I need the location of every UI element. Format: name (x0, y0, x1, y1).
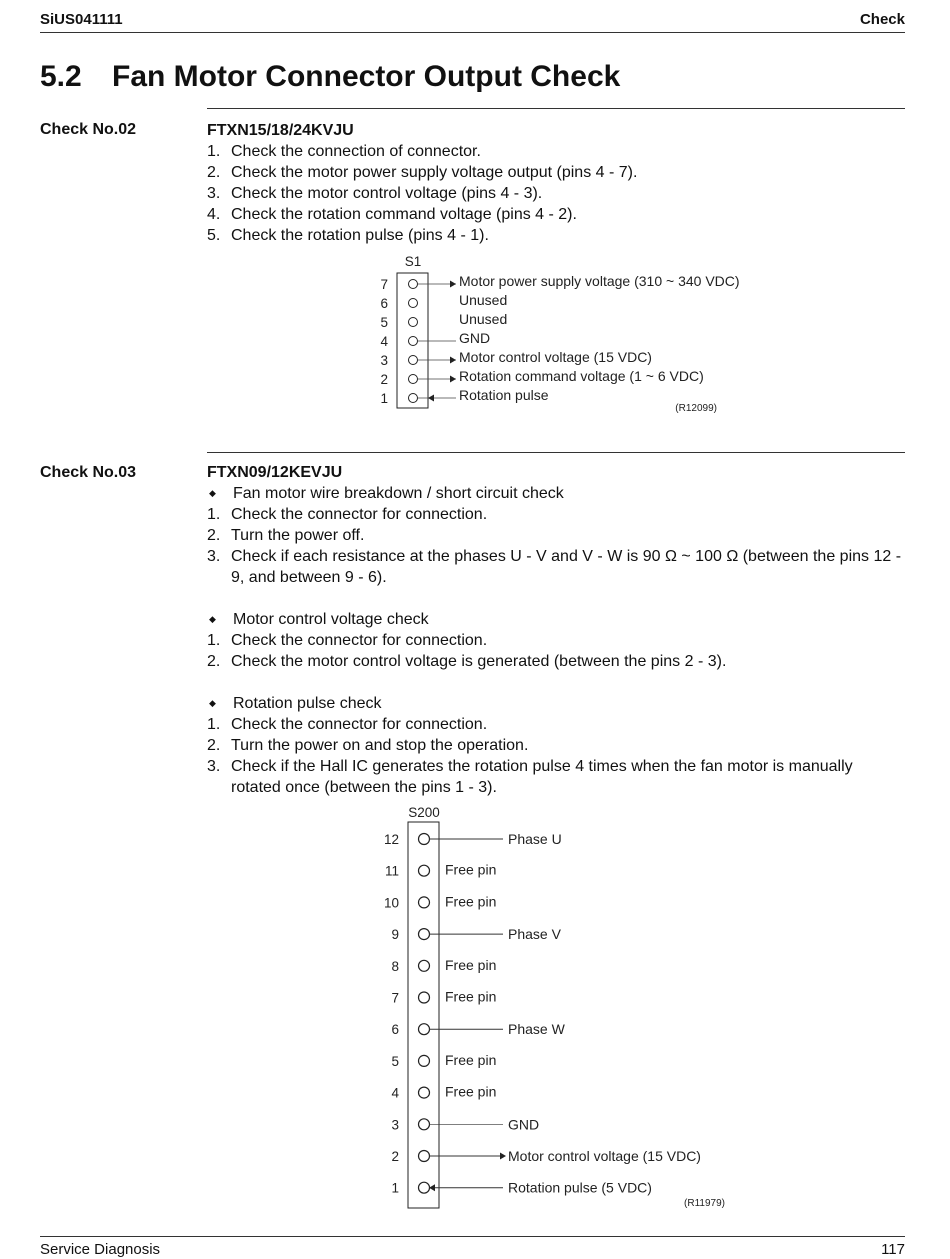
pin-number: 3 (380, 353, 388, 368)
step-text: Check the rotation pulse (pins 4 - 1). (231, 227, 489, 244)
pin-function-label: Free pin (445, 956, 497, 973)
step-text: Check if the Hall IC generates the rotation pulse 4 times when the fan motor is manually rotated once (between the pins 1 - 3). (231, 758, 853, 796)
pin-circle (419, 960, 430, 971)
s1-connector-diagram (360, 250, 760, 420)
connector-label: S200 (408, 805, 440, 820)
step-number: 1. (207, 632, 221, 649)
bullet-icon: ◆ (209, 488, 216, 498)
pin-number: 7 (380, 277, 388, 292)
check02-block (207, 120, 905, 246)
step-text: Check the connection of connector. (231, 143, 481, 160)
step-number: 1. (207, 716, 221, 733)
arrow-right-icon (450, 281, 456, 288)
step-text: Turn the power on and stop the operation. (231, 737, 529, 754)
group-heading: Fan motor wire breakdown / short circuit check (233, 485, 564, 502)
pin-function-label: Rotation pulse (459, 387, 549, 403)
step-item (207, 546, 905, 588)
pin-circle (419, 834, 430, 845)
step-text: Check the motor control voltage is generated (between the pins 2 - 3). (231, 653, 727, 670)
pin-number: 9 (391, 927, 399, 943)
pin-circle (419, 1119, 430, 1130)
pin-circle (409, 318, 418, 327)
pin-function-label: GND (508, 1116, 540, 1133)
group-heading-item (207, 609, 905, 630)
step-item (207, 141, 905, 162)
footer-rule (40, 1236, 905, 1237)
step-text: Check the connector for connection. (231, 716, 488, 733)
check03-model: FTXN09/12KEVJU (207, 464, 343, 481)
step-number: 5. (207, 227, 221, 244)
header-doc-id: SiUS041111 (40, 11, 123, 28)
step-number: 2. (207, 164, 221, 181)
pin-number: 11 (384, 863, 399, 879)
step-number: 3. (207, 548, 221, 565)
pin-number: 2 (391, 1149, 399, 1164)
pin-circle (409, 356, 418, 365)
pin-number: 5 (380, 315, 388, 330)
pin-number: 6 (380, 296, 388, 311)
pin-circle (419, 1024, 430, 1035)
step-item (207, 735, 905, 756)
pin-number: 8 (391, 958, 399, 974)
pin-number: 10 (383, 895, 399, 911)
pin-number: 1 (391, 1180, 399, 1196)
pin-function-label: Free pin (445, 988, 497, 1005)
header-rule (40, 32, 905, 33)
pin-function-label: Phase W (508, 1021, 565, 1038)
step-text: Turn the power off. (231, 527, 365, 544)
pin-circle (419, 1182, 430, 1193)
pin-number: 1 (380, 391, 388, 406)
pin-circle (409, 299, 418, 308)
pin-function-label: Rotation command voltage (1 ~ 6 VDC) (459, 368, 704, 384)
step-text: Check if each resistance at the phases U - V and V - W is 90 Ω ~ 100 Ω (between the pins 12 - 9, and between 9 - 6). (231, 548, 902, 586)
pin-circle (409, 337, 418, 346)
pin-circle (409, 375, 418, 384)
pin-function-label: Motor power supply voltage (310 ~ 340 VDC) (459, 273, 740, 289)
step-text: Check the motor control voltage (pins 4 - 3). (231, 185, 543, 202)
arrow-left-icon (428, 395, 434, 402)
group-spacer (207, 588, 905, 609)
connector-label: S1 (404, 254, 422, 269)
step-item (207, 714, 905, 735)
check03-label: Check No.03 (40, 464, 137, 481)
pin-number: 5 (391, 1053, 399, 1069)
pin-circle (419, 1055, 430, 1066)
pin-function-label: Free pin (445, 1051, 497, 1068)
group-heading: Motor control voltage check (233, 611, 429, 628)
step-item (207, 162, 905, 183)
pin-function-label: Unused (459, 311, 508, 327)
pin-circle (419, 897, 430, 908)
pin-function-label: GND (459, 330, 491, 346)
group-heading-item (207, 693, 905, 714)
arrow-right-icon (450, 376, 456, 383)
step-number: 1. (207, 143, 221, 160)
section-rule (207, 108, 905, 109)
bullet-icon: ◆ (209, 698, 216, 708)
pin-circle (409, 280, 418, 289)
arrow-right-icon (450, 357, 456, 364)
arrow-left-icon (429, 1184, 435, 1191)
step-text: Check the connector for connection. (231, 632, 488, 649)
arrow-right-icon (500, 1153, 506, 1160)
pin-number: 4 (380, 334, 388, 349)
step-text: Check the motor power supply voltage output (pins 4 - 7). (231, 164, 638, 181)
header-section: Check (859, 11, 905, 28)
pin-function-label: Unused (459, 292, 508, 308)
step-number: 2. (207, 527, 221, 544)
step-item (207, 756, 905, 798)
pin-function-label: Motor control voltage (15 VDC) (508, 1148, 701, 1164)
section-title (40, 60, 620, 94)
pin-circle (419, 865, 430, 876)
check02-label: Check No.02 (40, 121, 137, 138)
pin-function-label: Phase V (508, 926, 561, 943)
step-item (207, 651, 905, 672)
check-divider (207, 452, 905, 453)
pin-function-label: Motor control voltage (15 VDC) (459, 349, 652, 365)
step-number: 4. (207, 206, 221, 223)
pin-number: 3 (391, 1117, 399, 1133)
step-text: Check the connector for connection. (231, 506, 488, 523)
bullet-icon: ◆ (209, 614, 216, 624)
step-number: 3. (207, 185, 221, 202)
section-number: 5.2 (40, 60, 82, 93)
check03-block (207, 462, 905, 798)
group-heading: Rotation pulse check (233, 695, 382, 712)
pin-circle (409, 394, 418, 403)
step-item (207, 183, 905, 204)
pin-function-label: Phase U (508, 831, 562, 847)
group-spacer (207, 672, 905, 693)
step-number: 1. (207, 506, 221, 523)
figure-reference: (R12099) (675, 403, 717, 414)
pin-number: 12 (383, 832, 399, 847)
pin-number: 2 (380, 372, 388, 387)
step-number: 2. (207, 653, 221, 670)
step-item (207, 204, 905, 225)
step-item (207, 630, 905, 651)
pin-circle (419, 1087, 430, 1098)
pin-function-label: Rotation pulse (5 VDC) (508, 1179, 652, 1196)
step-number: 2. (207, 737, 221, 754)
pin-function-label: Free pin (445, 1083, 497, 1100)
step-item (207, 504, 905, 525)
page-number: 117 (881, 1241, 905, 1258)
pin-number: 7 (391, 990, 399, 1006)
figure-reference: (R11979) (684, 1198, 725, 1209)
step-item (207, 225, 905, 246)
footer-title: Service Diagnosis (40, 1241, 161, 1258)
section-title-text: Fan Motor Connector Output Check (112, 60, 621, 93)
s200-connector-diagram (370, 802, 760, 1214)
pin-number: 4 (391, 1085, 399, 1101)
pin-circle (419, 929, 430, 940)
pin-function-label: Free pin (445, 861, 497, 878)
step-item (207, 525, 905, 546)
group-heading-item (207, 483, 905, 504)
pin-circle (419, 1151, 430, 1162)
check02-model: FTXN15/18/24KVJU (207, 122, 354, 139)
check02-steps (207, 141, 905, 246)
pin-number: 6 (391, 1022, 399, 1038)
pin-function-label: Free pin (445, 893, 497, 910)
step-text: Check the rotation command voltage (pins 4 - 2). (231, 206, 577, 223)
pin-circle (419, 992, 430, 1003)
step-number: 3. (207, 758, 221, 775)
check03-groups (207, 483, 905, 798)
